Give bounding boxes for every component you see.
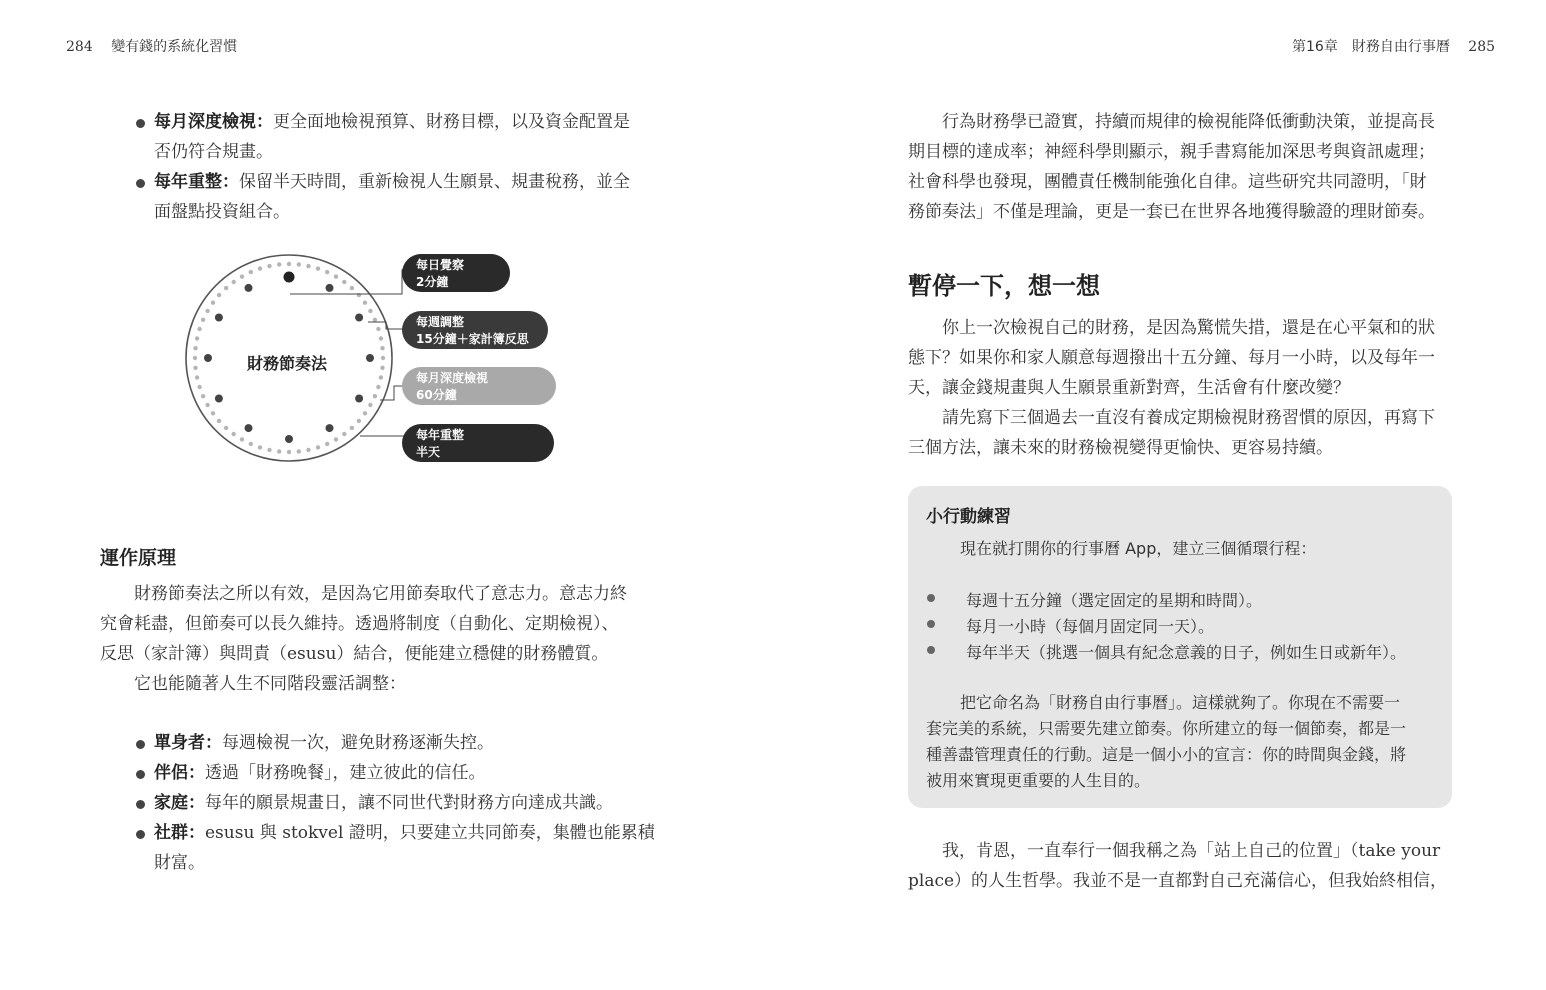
ring-dot xyxy=(363,301,367,305)
hour-marker-dot xyxy=(355,314,363,322)
callout-title: 小行動練習 xyxy=(926,507,1011,527)
hour-marker-dot xyxy=(215,314,223,322)
ring-dot xyxy=(224,426,228,430)
hour-marker-dot xyxy=(204,354,212,362)
callout-intro: 現在就打開你的行事曆 App，建立三個循環行程： xyxy=(960,539,1317,558)
label-monthly xyxy=(402,367,556,405)
ring-dot xyxy=(287,262,291,266)
ring-dot xyxy=(249,270,253,274)
callout-item: 每週十五分鐘（選定固定的星期和時間）。 xyxy=(966,591,1263,610)
paragraph-line: 財務節奏法之所以有效，是因為它用節奏取代了意志力。意志力終 xyxy=(134,584,627,604)
bullet-text: 否仍符合規畫。 xyxy=(154,142,273,162)
ring-dot xyxy=(381,356,385,360)
paragraph-line: 種善盡管理責任的行動。這是一個小小的宣言：你的時間與金錢，將 xyxy=(926,745,1407,764)
ring-dot xyxy=(316,445,320,449)
ring-dot xyxy=(232,280,236,284)
callout-item: 每年半天（挑選一個具有紀念意義的日子，例如生日或新年）。 xyxy=(966,643,1407,662)
ring-dot xyxy=(197,385,201,389)
action-exercise-box xyxy=(908,486,1452,808)
label-detail: 60分鐘 xyxy=(416,388,457,402)
bullet-icon xyxy=(136,770,145,779)
ring-dot xyxy=(376,385,380,389)
paragraph-line: 態下？如果你和家人願意每週撥出十五分鐘、每月一小時，以及每年一 xyxy=(908,348,1435,368)
ring-dot xyxy=(232,432,236,436)
hour-marker-dot xyxy=(326,424,334,432)
paragraph-line: 期目標的達成率；神經科學則顯示，親手書寫能加深思考與資訊處理； xyxy=(908,142,1435,162)
ring-dot xyxy=(376,327,380,331)
ring-dot xyxy=(342,280,346,284)
label-yearly xyxy=(402,424,554,462)
ring-dot xyxy=(201,394,205,398)
hour-marker-dot xyxy=(245,284,253,292)
ring-dot xyxy=(287,450,291,454)
label-title: 每週調整 xyxy=(416,315,465,329)
list-item xyxy=(100,818,660,878)
bullet-icon xyxy=(927,594,935,602)
paragraph-line: 社會科學也發現，團體責任機制能強化自律。這些研究共同證明，「財 xyxy=(908,172,1427,192)
ring-dot xyxy=(363,411,367,415)
label-title: 每月深度檢視 xyxy=(416,371,489,385)
right-chapter-title: 第16章 財務自由行事曆 xyxy=(1292,39,1450,55)
list-item xyxy=(100,788,660,818)
bullet-icon xyxy=(136,830,145,839)
life-stage-list xyxy=(100,728,660,878)
bullet-term: 社群： xyxy=(154,823,205,843)
hour-marker-dot xyxy=(355,395,363,403)
paragraph-line: 反思（家計簿）與問責（esusu）結合，便能建立穩健的財務體質。 xyxy=(100,644,609,664)
paragraph-line: 請先寫下三個過去一直沒有養成定期檢視財務習慣的原因，再寫下 xyxy=(942,408,1435,428)
ring-dot xyxy=(380,366,384,370)
ring-dot xyxy=(240,274,244,278)
label-title: 每年重整 xyxy=(416,428,465,442)
ring-dot xyxy=(373,394,377,398)
ring-dot xyxy=(306,264,310,268)
paragraph-line: 務節奏法」不僅是理論，更是一套已在世界各地獲得驗證的理財節奏。 xyxy=(908,202,1435,222)
ring-dot xyxy=(197,327,201,331)
bullet-icon xyxy=(927,646,935,654)
ring-dot xyxy=(258,445,262,449)
hour-marker-dot xyxy=(215,395,223,403)
ring-dot xyxy=(373,318,377,322)
paragraph-line: 被用來實現更重要的人生目的。 xyxy=(926,771,1151,790)
ring-dot xyxy=(297,262,301,266)
bullet-term: 家庭： xyxy=(154,793,205,813)
ring-dot xyxy=(380,346,384,350)
leader-line-daily xyxy=(290,270,410,294)
ring-dot xyxy=(368,403,372,407)
ring-dot xyxy=(217,419,221,423)
paragraph-line: 把它命名為「財務自由行事曆」。這樣就夠了。你現在不需要一 xyxy=(960,693,1401,712)
bullet-term: 伴侶： xyxy=(154,763,205,783)
bullet-text: 保留半天時間，重新檢視人生願景、規畫稅務，並全 xyxy=(239,172,630,192)
paragraph-line: 我，肯恩，一直奉行一個我稱之為「站上自己的位置」（take your xyxy=(942,841,1441,861)
ring-dot xyxy=(195,336,199,340)
hour-marker-dot xyxy=(285,435,293,443)
paragraph-line: 套完美的系統，只需要先建立節奏。你所建立的每一個節奏，都是一 xyxy=(926,719,1407,738)
ring-dot xyxy=(342,432,346,436)
paragraph-line: 天，讓金錢規畫與人生願景重新對齊，生活會有什麼改變？ xyxy=(908,378,1350,398)
list-item xyxy=(100,728,660,758)
bullet-text: 更全面地檢視預算、財務目標，以及資金配置是 xyxy=(273,112,630,132)
top-bullet-list xyxy=(100,107,660,227)
intro-paragraph xyxy=(908,107,1456,227)
ring-dot xyxy=(193,346,197,350)
list-item xyxy=(100,167,660,227)
ring-dot xyxy=(357,419,361,423)
how-it-works-paragraph xyxy=(100,579,660,699)
bullet-term: 單身者： xyxy=(154,733,222,753)
bullet-icon xyxy=(136,800,145,809)
paragraph-line: 究會耗盡，但節奏可以長久維持。透過將制度（自動化、定期檢視）、 xyxy=(100,614,619,634)
ring-dot xyxy=(193,366,197,370)
bullet-icon xyxy=(136,179,145,188)
label-detail: 半天 xyxy=(416,445,441,459)
ring-dot xyxy=(325,270,329,274)
left-page-header xyxy=(66,36,237,56)
left-book-title: 變有錢的系統化習慣 xyxy=(111,39,238,55)
callout-paragraph xyxy=(926,690,1438,794)
label-weekly xyxy=(402,311,548,349)
ring-dot xyxy=(334,274,338,278)
ring-dot xyxy=(306,448,310,452)
ring-dot xyxy=(240,437,244,441)
ring-dot xyxy=(195,375,199,379)
ring-dot xyxy=(267,264,271,268)
pause-paragraph xyxy=(908,313,1456,463)
section-heading: 運作原理 xyxy=(100,547,177,569)
ring-dot xyxy=(325,442,329,446)
ring-dot xyxy=(277,449,281,453)
hour-marker-dot xyxy=(326,284,334,292)
ring-dot xyxy=(205,403,209,407)
bullet-icon xyxy=(136,740,145,749)
label-title: 每日覺察 xyxy=(416,258,465,272)
ring-dot xyxy=(217,293,221,297)
clock-center-label: 財務節奏法 xyxy=(246,354,328,373)
bullet-icon xyxy=(927,620,935,628)
bullet-icon xyxy=(136,119,145,128)
ring-dot xyxy=(201,318,205,322)
ring-dot xyxy=(379,336,383,340)
bullet-text: 每週檢視一次，避免財務逐漸失控。 xyxy=(222,733,494,753)
ring-dot xyxy=(267,448,271,452)
bullet-term: 每年重整： xyxy=(154,172,239,192)
paragraph-line: 你上一次檢視自己的財務，是因為驚慌失措，還是在心平氣和的狀 xyxy=(942,318,1435,338)
label-detail: 2分鐘 xyxy=(416,275,449,289)
closing-paragraph xyxy=(908,836,1456,896)
list-item xyxy=(100,758,660,788)
ring-dot xyxy=(193,356,197,360)
ring-dot xyxy=(249,442,253,446)
ring-dot xyxy=(316,266,320,270)
hour-marker-dot xyxy=(245,424,253,432)
label-daily xyxy=(402,254,510,292)
hour-marker-dot xyxy=(366,354,374,362)
callout-item: 每月一小時（每個月固定同一天）。 xyxy=(966,617,1215,636)
paragraph-line: 行為財務學已證實，持續而規律的檢視能降低衝動決策，並提高長 xyxy=(942,112,1435,132)
ring-dot xyxy=(368,309,372,313)
bullet-text: esusu 與 stokvel 證明，只要建立共同節奏，集體也能累積 xyxy=(205,823,655,843)
ring-dot xyxy=(211,411,215,415)
left-page-number: 284 xyxy=(66,39,93,55)
ring-dot xyxy=(205,309,209,313)
paragraph-line: place）的人生哲學。我並不是一直都對自己充滿信心，但我始終相信， xyxy=(908,871,1448,891)
list-item xyxy=(100,107,660,167)
right-page-header xyxy=(1292,36,1495,56)
ring-dot xyxy=(277,262,281,266)
ring-dot xyxy=(258,266,262,270)
bullet-text: 透過「財務晚餐」，建立彼此的信任。 xyxy=(205,763,486,783)
ring-dot xyxy=(297,449,301,453)
ring-dot xyxy=(224,286,228,290)
bullet-text: 面盤點投資組合。 xyxy=(154,202,290,222)
ring-dot xyxy=(379,375,383,379)
ring-dot xyxy=(211,301,215,305)
ring-dot xyxy=(350,286,354,290)
bullet-text: 財富。 xyxy=(154,853,205,873)
hour-marker-dot xyxy=(284,272,295,283)
paragraph-line: 它也能隨著人生不同階段靈活調整： xyxy=(134,674,406,694)
right-page-number: 285 xyxy=(1468,39,1496,55)
ring-dot xyxy=(350,426,354,430)
bullet-term: 每月深度檢視： xyxy=(154,112,273,132)
paragraph-line: 三個方法，讓未來的財務檢視變得更愉快、更容易持續。 xyxy=(908,438,1333,458)
label-detail: 15分鐘＋家計簿反思 xyxy=(416,332,529,346)
ring-dot xyxy=(334,437,338,441)
bullet-text: 每年的願景規畫日，讓不同世代對財務方向達成共識。 xyxy=(205,793,613,813)
pause-heading: 暫停一下，想一想 xyxy=(908,271,1100,300)
